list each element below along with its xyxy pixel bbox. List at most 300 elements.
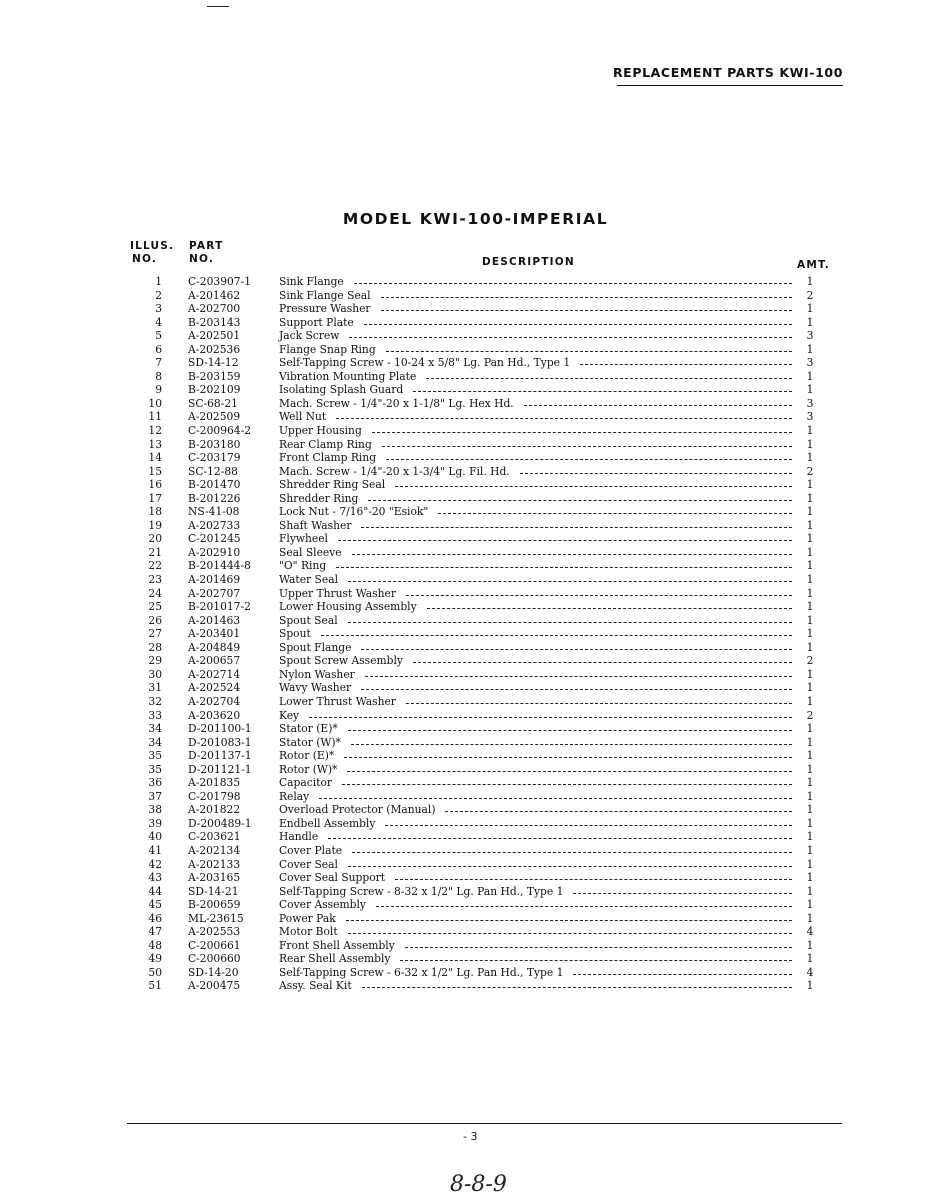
- illus-number: 11: [148, 410, 162, 424]
- part-amount: 1: [806, 437, 814, 451]
- part-number: C-203179: [188, 451, 241, 465]
- table-row: [0, 532, 951, 546]
- part-number: SD-14-20: [188, 965, 239, 979]
- part-number: A-202524: [188, 681, 241, 695]
- leader-dashes: [382, 446, 792, 448]
- table-row: [0, 356, 951, 370]
- part-amount: 1: [806, 789, 814, 803]
- part-description: Handle: [279, 830, 319, 844]
- part-description: Self-Tapping Screw - 8-32 x 1/2" Lg. Pan Hd., Type 1: [279, 884, 564, 898]
- table-row: [0, 627, 951, 641]
- table-row: [0, 519, 951, 533]
- table-row: [0, 885, 951, 899]
- leader-dashes: [348, 866, 792, 868]
- part-number: A-202733: [188, 518, 241, 532]
- leader-dashes: [376, 906, 792, 908]
- leader-dashes: [426, 378, 792, 380]
- part-amount: 1: [806, 342, 814, 356]
- part-description: Shredder Ring: [279, 491, 359, 505]
- part-amount: 2: [806, 288, 814, 302]
- part-description: Wavy Washer: [279, 681, 352, 695]
- table-row: [0, 925, 951, 939]
- part-number: D-201121-1: [188, 762, 252, 776]
- table-row: [0, 641, 951, 655]
- table-row: [0, 559, 951, 573]
- part-description: Cover Seal: [279, 857, 338, 871]
- part-number: A-201835: [188, 776, 241, 790]
- part-number: A-202134: [188, 843, 241, 857]
- part-amount: 1: [806, 613, 814, 627]
- illus-number: 21: [148, 545, 162, 559]
- part-description: Relay: [279, 789, 310, 803]
- table-row: [0, 830, 951, 844]
- part-description: Isolating Splash Guard: [279, 383, 404, 397]
- part-number: A-203165: [188, 871, 241, 885]
- table-row: [0, 817, 951, 831]
- part-number: A-201463: [188, 613, 241, 627]
- table-row: [0, 776, 951, 790]
- column-header-description: DESCRIPTION: [482, 256, 575, 268]
- part-description: Support Plate: [279, 315, 354, 329]
- part-amount: 1: [806, 573, 814, 587]
- part-amount: 1: [806, 383, 814, 397]
- illus-number: 14: [148, 451, 162, 465]
- part-description: Shaft Washer: [279, 518, 352, 532]
- part-description: Vibration Mounting Plate: [279, 369, 417, 383]
- leader-dashes: [368, 500, 792, 502]
- illus-number: 35: [148, 749, 162, 763]
- table-row: [0, 383, 951, 397]
- leader-dashes: [413, 391, 792, 393]
- part-number: A-202700: [188, 302, 241, 316]
- table-row: [0, 668, 951, 682]
- leader-dashes: [372, 432, 792, 434]
- illus-number: 2: [155, 288, 162, 302]
- part-number: D-201083-1: [188, 735, 252, 749]
- part-description: Flywheel: [279, 532, 328, 546]
- leader-dashes: [351, 744, 792, 746]
- part-description: Lock Nut - 7/16"-20 "Esiok": [279, 505, 429, 519]
- leader-dashes: [346, 920, 792, 922]
- leader-dashes: [385, 825, 792, 827]
- part-description: Jack Screw: [279, 329, 340, 343]
- part-amount: 1: [806, 275, 814, 288]
- part-number: A-202707: [188, 586, 241, 600]
- illus-number: 5: [155, 329, 162, 343]
- part-amount: 1: [806, 776, 814, 790]
- part-number: D-201100-1: [188, 722, 252, 736]
- part-description: Key: [279, 708, 300, 722]
- part-amount: 2: [806, 708, 814, 722]
- leader-dashes: [573, 974, 792, 976]
- part-description: Spout Screw Assembly: [279, 654, 403, 668]
- top-mark: [207, 6, 229, 7]
- illus-number: 51: [148, 979, 162, 993]
- part-amount: 1: [806, 545, 814, 559]
- part-amount: 1: [806, 871, 814, 885]
- column-header-illus-line2: NO.: [132, 253, 158, 265]
- illus-number: 37: [148, 789, 162, 803]
- illus-number: 13: [148, 437, 162, 451]
- leader-dashes: [445, 811, 792, 813]
- part-description: Water Seal: [279, 573, 338, 587]
- part-amount: 1: [806, 898, 814, 912]
- part-description: Capacitor: [279, 776, 333, 790]
- header-rule: [617, 85, 843, 86]
- part-description: Self-Tapping Screw - 6-32 x 1/2" Lg. Pan Hd., Type 1: [279, 965, 564, 979]
- part-description: Lower Thrust Washer: [279, 694, 396, 708]
- part-amount: 1: [806, 667, 814, 681]
- part-number: A-202509: [188, 410, 241, 424]
- part-amount: 3: [806, 410, 814, 424]
- part-number: ML-23615: [188, 911, 244, 925]
- part-amount: 1: [806, 762, 814, 776]
- part-amount: 1: [806, 749, 814, 763]
- part-description: Well Nut: [279, 410, 327, 424]
- part-description: Overload Protector (Manual): [279, 803, 436, 817]
- table-row: [0, 844, 951, 858]
- table-row: [0, 343, 951, 357]
- leader-dashes: [361, 649, 792, 651]
- leader-dashes: [381, 297, 792, 299]
- part-amount: 1: [806, 911, 814, 925]
- table-row: [0, 546, 951, 560]
- part-description: Stator (W)*: [279, 735, 341, 749]
- table-row: [0, 614, 951, 628]
- table-row: [0, 316, 951, 330]
- part-amount: 1: [806, 586, 814, 600]
- part-number: SC-12-88: [188, 464, 238, 478]
- column-header-part-line1: PART: [189, 240, 224, 252]
- part-amount: 1: [806, 938, 814, 952]
- illus-number: 4: [155, 315, 162, 329]
- illus-number: 18: [148, 505, 162, 519]
- table-row: [0, 695, 951, 709]
- table-row: [0, 790, 951, 804]
- table-row: [0, 939, 951, 953]
- illus-number: 35: [148, 762, 162, 776]
- part-amount: 1: [806, 315, 814, 329]
- footer-rule: [127, 1123, 842, 1124]
- table-row: [0, 289, 951, 303]
- leader-dashes: [386, 351, 792, 353]
- leader-dashes: [405, 947, 792, 949]
- leader-dashes: [348, 730, 792, 732]
- part-number: SC-68-21: [188, 396, 238, 410]
- illus-number: 34: [148, 735, 162, 749]
- part-description: Motor Bolt: [279, 925, 338, 939]
- table-row: [0, 329, 951, 343]
- part-amount: 1: [806, 424, 814, 438]
- table-row: [0, 966, 951, 980]
- leader-dashes: [352, 852, 792, 854]
- table-row: [0, 438, 951, 452]
- illus-number: 43: [148, 871, 162, 885]
- part-description: Pressure Washer: [279, 302, 371, 316]
- table-row: [0, 709, 951, 723]
- part-description: Seal Sleeve: [279, 545, 342, 559]
- part-amount: 1: [806, 640, 814, 654]
- illus-number: 33: [148, 708, 162, 722]
- part-amount: 1: [806, 491, 814, 505]
- part-description: Cover Seal Support: [279, 871, 386, 885]
- part-number: A-202704: [188, 694, 241, 708]
- table-row: [0, 573, 951, 587]
- part-amount: 1: [806, 952, 814, 966]
- part-amount: 2: [806, 654, 814, 668]
- leader-dashes: [427, 608, 792, 610]
- table-row: [0, 505, 951, 519]
- leader-dashes: [520, 473, 792, 475]
- model-title: MODEL KWI-100-IMPERIAL: [342, 210, 609, 228]
- part-description: Front Clamp Ring: [279, 451, 377, 465]
- part-description: Sink Flange Seal: [279, 288, 371, 302]
- part-amount: 1: [806, 532, 814, 546]
- illus-number: 25: [148, 600, 162, 614]
- leader-dashes: [348, 622, 792, 624]
- part-description: Spout Flange: [279, 640, 352, 654]
- part-number: C-201245: [188, 532, 241, 546]
- part-amount: 1: [806, 451, 814, 465]
- table-row: [0, 654, 951, 668]
- illus-number: 9: [155, 383, 162, 397]
- part-number: A-202714: [188, 667, 241, 681]
- leader-dashes: [348, 581, 792, 583]
- part-amount: 1: [806, 830, 814, 844]
- illus-number: 8: [155, 369, 162, 383]
- leader-dashes: [386, 459, 792, 461]
- table-row: [0, 397, 951, 411]
- illus-number: 36: [148, 776, 162, 790]
- part-amount: 1: [806, 681, 814, 695]
- part-number: A-202536: [188, 342, 241, 356]
- illus-number: 24: [148, 586, 162, 600]
- illus-number: 46: [148, 911, 162, 925]
- part-number: A-200657: [188, 654, 241, 668]
- part-amount: 1: [806, 979, 814, 993]
- table-row: [0, 478, 951, 492]
- table-row: [0, 763, 951, 777]
- illus-number: 3: [155, 302, 162, 316]
- part-description: Stator (E)*: [279, 722, 338, 736]
- part-amount: 1: [806, 843, 814, 857]
- illus-number: 16: [148, 478, 162, 492]
- leader-dashes: [395, 486, 792, 488]
- table-row: [0, 424, 951, 438]
- table-row: [0, 898, 951, 912]
- illus-number: 6: [155, 342, 162, 356]
- part-number: B-203159: [188, 369, 241, 383]
- illus-number: 23: [148, 573, 162, 587]
- part-amount: 1: [806, 369, 814, 383]
- part-description: Self-Tapping Screw - 10-24 x 5/8" Lg. Pan Hd., Type 1: [279, 356, 571, 370]
- leader-dashes: [406, 703, 792, 705]
- part-amount: 1: [806, 559, 814, 573]
- table-row: [0, 410, 951, 424]
- part-amount: 2: [806, 464, 814, 478]
- leader-dashes: [395, 879, 792, 881]
- illus-number: 29: [148, 654, 162, 668]
- part-number: A-202553: [188, 925, 241, 939]
- leader-dashes: [352, 554, 792, 556]
- leader-dashes: [413, 662, 792, 664]
- parts-table: [0, 275, 951, 993]
- leader-dashes: [364, 324, 792, 326]
- illus-number: 19: [148, 518, 162, 532]
- illus-number: 50: [148, 965, 162, 979]
- leader-dashes: [328, 838, 792, 840]
- part-number: D-200489-1: [188, 816, 252, 830]
- part-description: Spout Seal: [279, 613, 338, 627]
- part-number: B-203143: [188, 315, 241, 329]
- illus-number: 28: [148, 640, 162, 654]
- part-amount: 1: [806, 478, 814, 492]
- leader-dashes: [348, 933, 792, 935]
- part-number: C-203907-1: [188, 275, 251, 288]
- part-description: Upper Housing: [279, 424, 362, 438]
- leader-dashes: [338, 540, 792, 542]
- part-number: C-203621: [188, 830, 241, 844]
- table-row: [0, 451, 951, 465]
- illus-number: 30: [148, 667, 162, 681]
- handwritten-note: 8-8-9: [450, 1172, 507, 1197]
- leader-dashes: [336, 567, 792, 569]
- leader-dashes: [342, 784, 792, 786]
- part-number: C-200964-2: [188, 424, 251, 438]
- part-number: B-200659: [188, 898, 241, 912]
- illus-number: 49: [148, 952, 162, 966]
- illus-number: 12: [148, 424, 162, 438]
- table-row: [0, 736, 951, 750]
- part-amount: 1: [806, 627, 814, 641]
- part-number: C-200660: [188, 952, 241, 966]
- leader-dashes: [573, 893, 792, 895]
- part-number: A-201462: [188, 288, 241, 302]
- part-description: Upper Thrust Washer: [279, 586, 396, 600]
- leader-dashes: [524, 405, 792, 407]
- part-description: Assy. Seal Kit: [279, 979, 352, 993]
- part-description: Lower Housing Assembly: [279, 600, 417, 614]
- part-description: Mach. Screw - 1/4"-20 x 1-3/4" Lg. Fil. Hd.: [279, 464, 510, 478]
- leader-dashes: [365, 676, 792, 678]
- part-amount: 3: [806, 329, 814, 343]
- part-description: Endbell Assembly: [279, 816, 376, 830]
- leader-dashes: [319, 798, 792, 800]
- leader-dashes: [347, 771, 792, 773]
- leader-dashes: [321, 635, 792, 637]
- part-number: A-201822: [188, 803, 241, 817]
- column-header-part-no: [189, 240, 223, 266]
- part-description: Spout: [279, 627, 311, 641]
- table-row: [0, 275, 951, 289]
- part-amount: 1: [806, 735, 814, 749]
- column-header-amount: AMT.: [797, 259, 830, 271]
- page-header-title: REPLACEMENT PARTS KWI-100: [612, 65, 843, 80]
- part-number: A-201469: [188, 573, 241, 587]
- part-amount: 1: [806, 884, 814, 898]
- illus-number: 31: [148, 681, 162, 695]
- part-amount: 3: [806, 396, 814, 410]
- part-amount: 3: [806, 356, 814, 370]
- table-row: [0, 370, 951, 384]
- illus-number: 41: [148, 843, 162, 857]
- part-number: C-201798: [188, 789, 241, 803]
- table-row: [0, 302, 951, 316]
- part-number: C-200661: [188, 938, 241, 952]
- part-description: Rotor (W)*: [279, 762, 338, 776]
- part-number: A-202501: [188, 329, 241, 343]
- table-row: [0, 871, 951, 885]
- table-row: [0, 749, 951, 763]
- illus-number: 1: [155, 275, 162, 288]
- table-row: [0, 722, 951, 736]
- column-header-illus-line1: ILLUS.: [130, 240, 175, 252]
- part-amount: 4: [806, 965, 814, 979]
- part-amount: 1: [806, 803, 814, 817]
- part-number: A-203620: [188, 708, 241, 722]
- part-number: NS-41-08: [188, 505, 240, 519]
- illus-number: 26: [148, 613, 162, 627]
- illus-number: 39: [148, 816, 162, 830]
- part-description: Power Pak: [279, 911, 336, 925]
- part-description: Cover Plate: [279, 843, 343, 857]
- leader-dashes: [344, 757, 792, 759]
- leader-dashes: [400, 960, 792, 962]
- table-row: [0, 803, 951, 817]
- part-amount: 1: [806, 816, 814, 830]
- part-amount: 1: [806, 302, 814, 316]
- table-row: [0, 465, 951, 479]
- part-number: B-201470: [188, 478, 241, 492]
- part-description: Cover Assembly: [279, 898, 366, 912]
- leader-dashes: [362, 987, 792, 989]
- illus-number: 45: [148, 898, 162, 912]
- part-description: Nylon Washer: [279, 667, 355, 681]
- illus-number: 10: [148, 396, 162, 410]
- illus-number: 40: [148, 830, 162, 844]
- table-row: [0, 858, 951, 872]
- part-number: B-201226: [188, 491, 241, 505]
- part-number: A-202133: [188, 857, 241, 871]
- table-row: [0, 979, 951, 993]
- part-amount: 1: [806, 600, 814, 614]
- part-description: Mach. Screw - 1/4"-20 x 1-1/8" Lg. Hex Hd.: [279, 396, 514, 410]
- illus-number: 42: [148, 857, 162, 871]
- table-row: [0, 587, 951, 601]
- part-description: Front Shell Assembly: [279, 938, 395, 952]
- leader-dashes: [381, 310, 792, 312]
- illus-number: 7: [155, 356, 162, 370]
- part-amount: 1: [806, 722, 814, 736]
- table-row: [0, 681, 951, 695]
- part-amount: 4: [806, 925, 814, 939]
- leader-dashes: [354, 283, 792, 285]
- part-description: Flange Snap Ring: [279, 342, 376, 356]
- part-amount: 1: [806, 518, 814, 532]
- illus-number: 48: [148, 938, 162, 952]
- part-amount: 1: [806, 857, 814, 871]
- part-number: B-201444-8: [188, 559, 251, 573]
- part-number: A-204849: [188, 640, 241, 654]
- part-number: B-203180: [188, 437, 241, 451]
- column-header-illus-no: [130, 240, 174, 266]
- part-description: Sink Flange: [279, 275, 344, 288]
- illus-number: 20: [148, 532, 162, 546]
- part-description: Rear Clamp Ring: [279, 437, 372, 451]
- page-number: - 3: [463, 1130, 478, 1143]
- leader-dashes: [309, 717, 792, 719]
- illus-number: 44: [148, 884, 162, 898]
